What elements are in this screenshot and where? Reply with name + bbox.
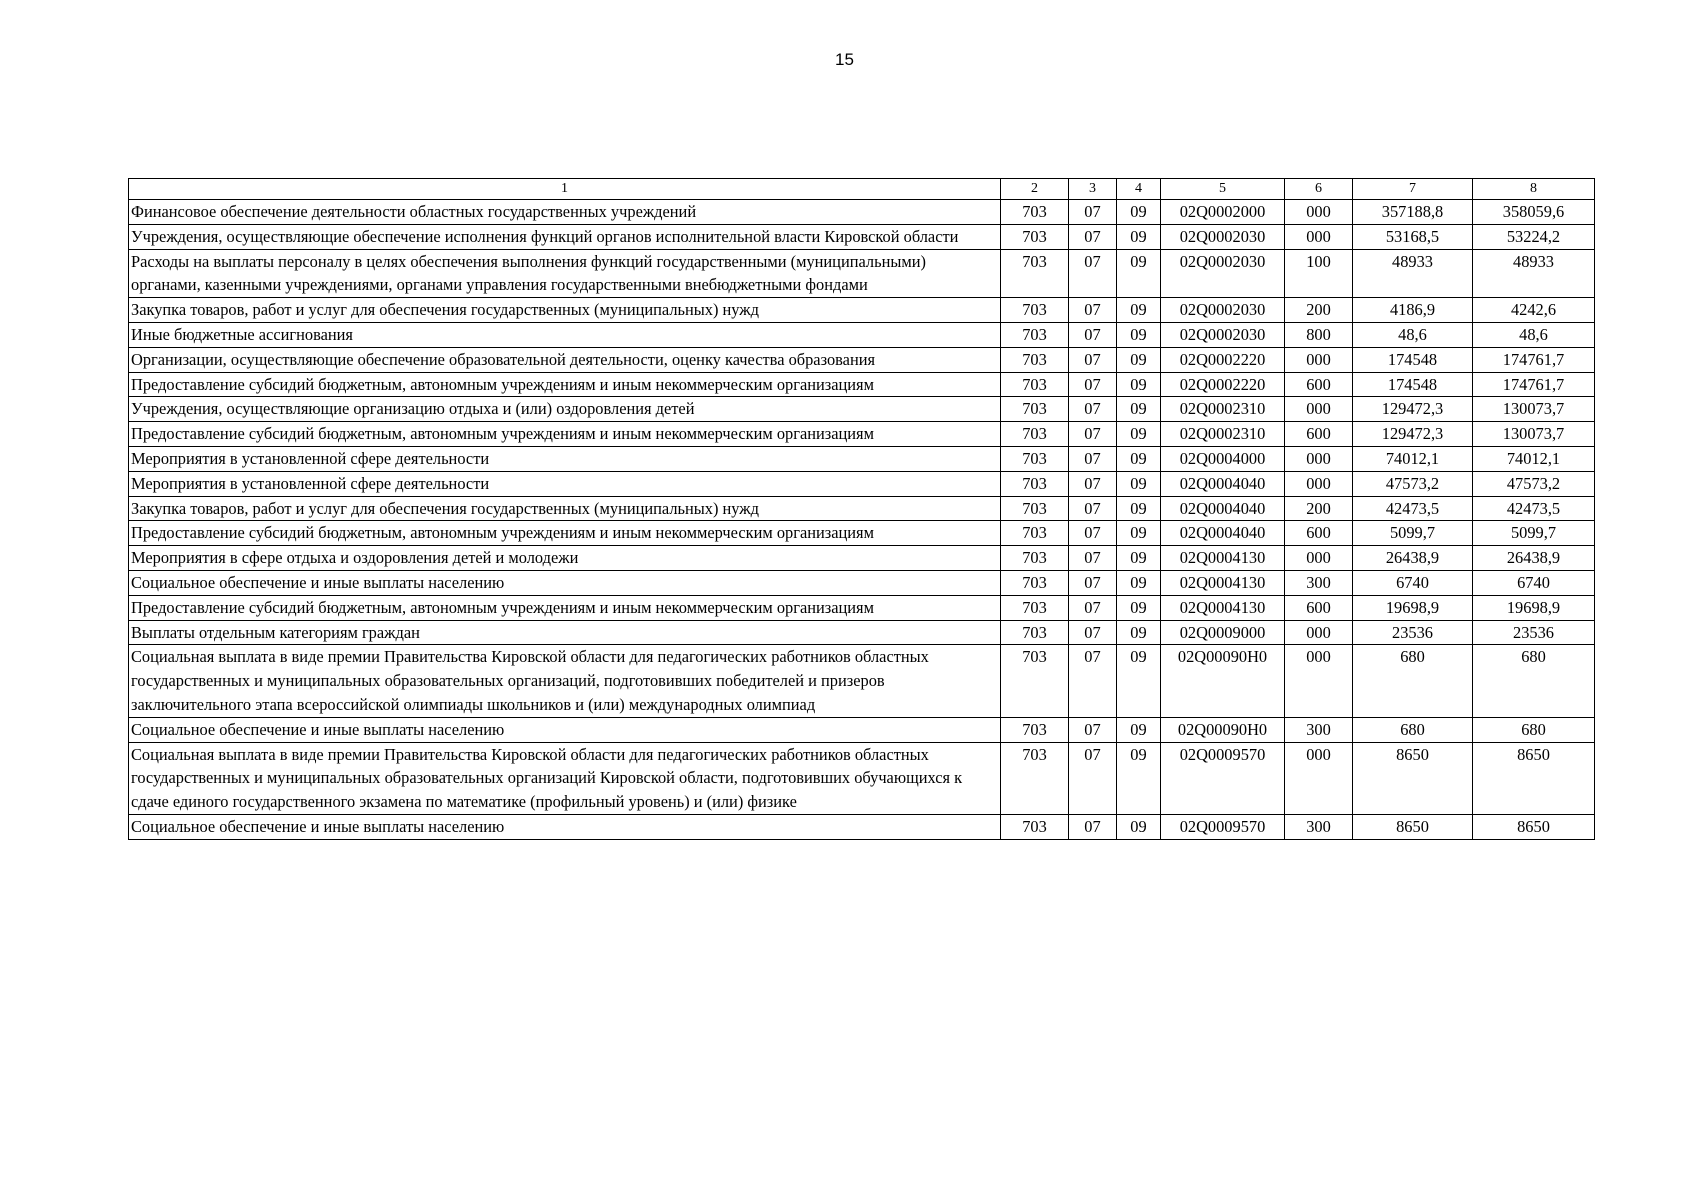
amount-col7-cell: 8650 [1353, 742, 1473, 814]
amount-col8-cell: 5099,7 [1473, 521, 1595, 546]
section-code-cell: 07 [1069, 570, 1117, 595]
amount-col8-cell: 19698,9 [1473, 595, 1595, 620]
ministry-code-cell: 703 [1001, 249, 1069, 298]
section-code-cell: 07 [1069, 446, 1117, 471]
table-row [129, 620, 1595, 645]
section-code-cell: 07 [1069, 298, 1117, 323]
expense-type-cell: 600 [1285, 595, 1353, 620]
amount-col7-cell: 26438,9 [1353, 546, 1473, 571]
page-number: 15 [835, 50, 854, 69]
ministry-code-cell: 703 [1001, 397, 1069, 422]
amount-col8-cell: 6740 [1473, 570, 1595, 595]
amount-col7-cell: 74012,1 [1353, 446, 1473, 471]
expense-name-cell: Иные бюджетные ассигнования [129, 322, 1001, 347]
subsection-code-cell: 09 [1117, 200, 1161, 225]
target-article-cell: 02Q00090H0 [1161, 645, 1285, 717]
expense-name-cell: Социальное обеспечение и иные выплаты населению [129, 814, 1001, 839]
expense-name-cell: Учреждения, осуществляющие организацию отдыха и (или) оздоровления детей [129, 397, 1001, 422]
subsection-code-cell: 09 [1117, 397, 1161, 422]
amount-col7-cell: 42473,5 [1353, 496, 1473, 521]
header-col-7: 7 [1353, 179, 1473, 200]
amount-col8-cell: 680 [1473, 645, 1595, 717]
ministry-code-cell: 703 [1001, 471, 1069, 496]
expense-type-cell: 000 [1285, 347, 1353, 372]
header-col-5: 5 [1161, 179, 1285, 200]
ministry-code-cell: 703 [1001, 742, 1069, 814]
target-article-cell: 02Q00090H0 [1161, 717, 1285, 742]
table-row [129, 717, 1595, 742]
table-row [129, 570, 1595, 595]
expense-type-cell: 300 [1285, 814, 1353, 839]
expense-type-cell: 100 [1285, 249, 1353, 298]
expense-name-cell: Социальная выплата в виде премии Правительства Кировской области для педагогических работников областных государственных и муниципальных образовательных организаций Кировской области, подготовивших обучающихся к сдаче единого государственного экзамена по математике (профильный уровень) и (или) физике [129, 742, 1001, 814]
header-col-2: 2 [1001, 179, 1069, 200]
ministry-code-cell: 703 [1001, 570, 1069, 595]
section-code-cell: 07 [1069, 620, 1117, 645]
table-row [129, 814, 1595, 839]
table-row [129, 298, 1595, 323]
table-row [129, 200, 1595, 225]
amount-col8-cell: 42473,5 [1473, 496, 1595, 521]
expense-name-cell: Предоставление субсидий бюджетным, автономным учреждениям и иным некоммерческим организациям [129, 372, 1001, 397]
target-article-cell: 02Q0004040 [1161, 521, 1285, 546]
subsection-code-cell: 09 [1117, 446, 1161, 471]
expense-name-cell: Выплаты отдельным категориям граждан [129, 620, 1001, 645]
table-row [129, 422, 1595, 447]
ministry-code-cell: 703 [1001, 298, 1069, 323]
expense-name-cell: Закупка товаров, работ и услуг для обеспечения государственных (муниципальных) нужд [129, 298, 1001, 323]
target-article-cell: 02Q0002030 [1161, 249, 1285, 298]
subsection-code-cell: 09 [1117, 249, 1161, 298]
expense-type-cell: 000 [1285, 446, 1353, 471]
amount-col7-cell: 4186,9 [1353, 298, 1473, 323]
subsection-code-cell: 09 [1117, 546, 1161, 571]
ministry-code-cell: 703 [1001, 224, 1069, 249]
target-article-cell: 02Q0002030 [1161, 224, 1285, 249]
amount-col8-cell: 8650 [1473, 742, 1595, 814]
amount-col8-cell: 26438,9 [1473, 546, 1595, 571]
section-code-cell: 07 [1069, 496, 1117, 521]
expense-type-cell: 200 [1285, 496, 1353, 521]
subsection-code-cell: 09 [1117, 496, 1161, 521]
subsection-code-cell: 09 [1117, 422, 1161, 447]
subsection-code-cell: 09 [1117, 814, 1161, 839]
section-code-cell: 07 [1069, 322, 1117, 347]
amount-col8-cell: 53224,2 [1473, 224, 1595, 249]
target-article-cell: 02Q0002310 [1161, 422, 1285, 447]
ministry-code-cell: 703 [1001, 496, 1069, 521]
expense-name-cell: Предоставление субсидий бюджетным, автономным учреждениям и иным некоммерческим организациям [129, 422, 1001, 447]
amount-col7-cell: 19698,9 [1353, 595, 1473, 620]
section-code-cell: 07 [1069, 814, 1117, 839]
header-col-4: 4 [1117, 179, 1161, 200]
expense-name-cell: Социальное обеспечение и иные выплаты населению [129, 717, 1001, 742]
section-code-cell: 07 [1069, 595, 1117, 620]
subsection-code-cell: 09 [1117, 322, 1161, 347]
table-row [129, 496, 1595, 521]
expense-type-cell: 600 [1285, 422, 1353, 447]
target-article-cell: 02Q0004130 [1161, 570, 1285, 595]
amount-col7-cell: 47573,2 [1353, 471, 1473, 496]
table-row [129, 446, 1595, 471]
amount-col8-cell: 74012,1 [1473, 446, 1595, 471]
section-code-cell: 07 [1069, 224, 1117, 249]
table-row [129, 397, 1595, 422]
table-row [129, 471, 1595, 496]
table-row [129, 322, 1595, 347]
ministry-code-cell: 703 [1001, 595, 1069, 620]
ministry-code-cell: 703 [1001, 372, 1069, 397]
target-article-cell: 02Q0002220 [1161, 372, 1285, 397]
subsection-code-cell: 09 [1117, 224, 1161, 249]
section-code-cell: 07 [1069, 521, 1117, 546]
section-code-cell: 07 [1069, 742, 1117, 814]
target-article-cell: 02Q0004000 [1161, 446, 1285, 471]
expense-type-cell: 000 [1285, 471, 1353, 496]
subsection-code-cell: 09 [1117, 372, 1161, 397]
expense-type-cell: 600 [1285, 521, 1353, 546]
target-article-cell: 02Q0002030 [1161, 298, 1285, 323]
expense-name-cell: Расходы на выплаты персоналу в целях обеспечения выполнения функций государственными (муниципальными) органами, казенными учреждениями, органами управления государственными внебюджетными фондами [129, 249, 1001, 298]
amount-col7-cell: 48,6 [1353, 322, 1473, 347]
section-code-cell: 07 [1069, 645, 1117, 717]
amount-col7-cell: 174548 [1353, 347, 1473, 372]
expense-type-cell: 000 [1285, 200, 1353, 225]
expense-name-cell: Мероприятия в сфере отдыха и оздоровления детей и молодежи [129, 546, 1001, 571]
subsection-code-cell: 09 [1117, 570, 1161, 595]
amount-col8-cell: 174761,7 [1473, 372, 1595, 397]
expense-type-cell: 800 [1285, 322, 1353, 347]
target-article-cell: 02Q0009570 [1161, 814, 1285, 839]
expense-type-cell: 000 [1285, 397, 1353, 422]
table-row [129, 595, 1595, 620]
ministry-code-cell: 703 [1001, 422, 1069, 447]
amount-col7-cell: 129472,3 [1353, 397, 1473, 422]
header-col-8: 8 [1473, 179, 1595, 200]
subsection-code-cell: 09 [1117, 595, 1161, 620]
section-code-cell: 07 [1069, 372, 1117, 397]
expense-type-cell: 000 [1285, 645, 1353, 717]
amount-col8-cell: 130073,7 [1473, 422, 1595, 447]
target-article-cell: 02Q0002030 [1161, 322, 1285, 347]
target-article-cell: 02Q0002310 [1161, 397, 1285, 422]
subsection-code-cell: 09 [1117, 471, 1161, 496]
ministry-code-cell: 703 [1001, 814, 1069, 839]
expense-name-cell: Предоставление субсидий бюджетным, автономным учреждениям и иным некоммерческим организациям [129, 595, 1001, 620]
section-code-cell: 07 [1069, 471, 1117, 496]
section-code-cell: 07 [1069, 717, 1117, 742]
amount-col8-cell: 680 [1473, 717, 1595, 742]
amount-col7-cell: 357188,8 [1353, 200, 1473, 225]
ministry-code-cell: 703 [1001, 620, 1069, 645]
subsection-code-cell: 09 [1117, 742, 1161, 814]
header-col-6: 6 [1285, 179, 1353, 200]
expense-type-cell: 300 [1285, 570, 1353, 595]
amount-col7-cell: 23536 [1353, 620, 1473, 645]
expense-type-cell: 000 [1285, 742, 1353, 814]
amount-col8-cell: 4242,6 [1473, 298, 1595, 323]
amount-col7-cell: 48933 [1353, 249, 1473, 298]
amount-col8-cell: 48,6 [1473, 322, 1595, 347]
amount-col7-cell: 129472,3 [1353, 422, 1473, 447]
target-article-cell: 02Q0002220 [1161, 347, 1285, 372]
ministry-code-cell: 703 [1001, 521, 1069, 546]
expense-type-cell: 600 [1285, 372, 1353, 397]
subsection-code-cell: 09 [1117, 521, 1161, 546]
ministry-code-cell: 703 [1001, 446, 1069, 471]
subsection-code-cell: 09 [1117, 347, 1161, 372]
expense-name-cell: Социальная выплата в виде премии Правительства Кировской области для педагогических работников областных государственных и муниципальных образовательных организаций, подготовивших победителей и призеров заключительного этапа всероссийской олимпиады школьников и (или) международных олимпиад [129, 645, 1001, 717]
expense-name-cell: Организации, осуществляющие обеспечение образовательной деятельности, оценку качества образования [129, 347, 1001, 372]
target-article-cell: 02Q0004130 [1161, 546, 1285, 571]
table-row [129, 742, 1595, 814]
section-code-cell: 07 [1069, 422, 1117, 447]
section-code-cell: 07 [1069, 200, 1117, 225]
expense-name-cell: Мероприятия в установленной сфере деятельности [129, 446, 1001, 471]
expense-type-cell: 000 [1285, 224, 1353, 249]
target-article-cell: 02Q0004130 [1161, 595, 1285, 620]
expense-type-cell: 000 [1285, 546, 1353, 571]
section-code-cell: 07 [1069, 347, 1117, 372]
table-body [129, 200, 1595, 840]
expense-name-cell: Социальное обеспечение и иные выплаты населению [129, 570, 1001, 595]
expense-type-cell: 300 [1285, 717, 1353, 742]
subsection-code-cell: 09 [1117, 620, 1161, 645]
expense-name-cell: Предоставление субсидий бюджетным, автономным учреждениям и иным некоммерческим организациям [129, 521, 1001, 546]
table-row [129, 249, 1595, 298]
amount-col8-cell: 174761,7 [1473, 347, 1595, 372]
amount-col8-cell: 23536 [1473, 620, 1595, 645]
table-row [129, 546, 1595, 571]
budget-table [128, 178, 1595, 840]
amount-col8-cell: 8650 [1473, 814, 1595, 839]
target-article-cell: 02Q0002000 [1161, 200, 1285, 225]
ministry-code-cell: 703 [1001, 645, 1069, 717]
amount-col7-cell: 5099,7 [1353, 521, 1473, 546]
expense-name-cell: Закупка товаров, работ и услуг для обеспечения государственных (муниципальных) нужд [129, 496, 1001, 521]
header-row [129, 179, 1595, 200]
amount-col7-cell: 6740 [1353, 570, 1473, 595]
target-article-cell: 02Q0004040 [1161, 471, 1285, 496]
amount-col7-cell: 680 [1353, 717, 1473, 742]
ministry-code-cell: 703 [1001, 347, 1069, 372]
expense-name-cell: Учреждения, осуществляющие обеспечение исполнения функций органов исполнительной власти Кировской области [129, 224, 1001, 249]
section-code-cell: 07 [1069, 397, 1117, 422]
amount-col7-cell: 680 [1353, 645, 1473, 717]
amount-col7-cell: 8650 [1353, 814, 1473, 839]
table-row [129, 645, 1595, 717]
ministry-code-cell: 703 [1001, 200, 1069, 225]
ministry-code-cell: 703 [1001, 717, 1069, 742]
amount-col8-cell: 47573,2 [1473, 471, 1595, 496]
target-article-cell: 02Q0009570 [1161, 742, 1285, 814]
section-code-cell: 07 [1069, 249, 1117, 298]
subsection-code-cell: 09 [1117, 645, 1161, 717]
ministry-code-cell: 703 [1001, 322, 1069, 347]
amount-col7-cell: 53168,5 [1353, 224, 1473, 249]
table-row [129, 347, 1595, 372]
target-article-cell: 02Q0004040 [1161, 496, 1285, 521]
expense-type-cell: 000 [1285, 620, 1353, 645]
expense-name-cell: Мероприятия в установленной сфере деятельности [129, 471, 1001, 496]
ministry-code-cell: 703 [1001, 546, 1069, 571]
table-row [129, 224, 1595, 249]
target-article-cell: 02Q0009000 [1161, 620, 1285, 645]
table-row [129, 372, 1595, 397]
section-code-cell: 07 [1069, 546, 1117, 571]
header-col-1: 1 [129, 179, 1001, 200]
expense-type-cell: 200 [1285, 298, 1353, 323]
amount-col8-cell: 358059,6 [1473, 200, 1595, 225]
header-col-3: 3 [1069, 179, 1117, 200]
table-row [129, 521, 1595, 546]
expense-name-cell: Финансовое обеспечение деятельности областных государственных учреждений [129, 200, 1001, 225]
amount-col8-cell: 48933 [1473, 249, 1595, 298]
amount-col8-cell: 130073,7 [1473, 397, 1595, 422]
subsection-code-cell: 09 [1117, 298, 1161, 323]
amount-col7-cell: 174548 [1353, 372, 1473, 397]
subsection-code-cell: 09 [1117, 717, 1161, 742]
